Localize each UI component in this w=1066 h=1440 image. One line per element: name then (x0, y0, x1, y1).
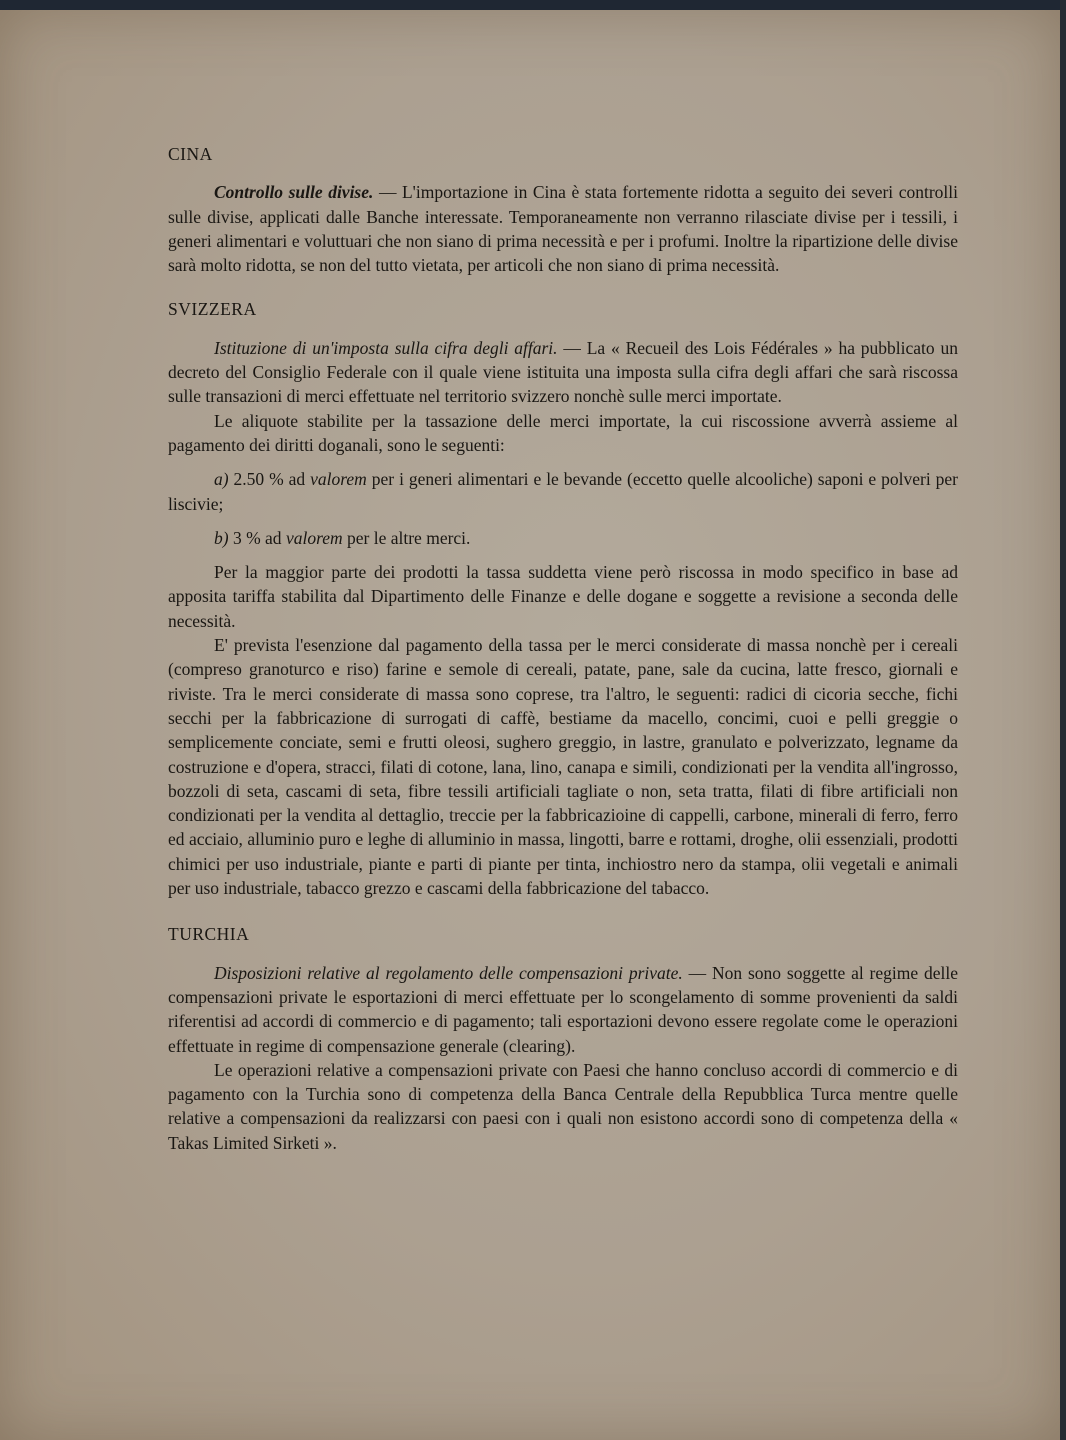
section-heading-turchia: TURCHIA (168, 924, 250, 945)
paragraph-lead: Disposizioni relative al regolamento delle compensazioni private. (214, 962, 683, 983)
paragraph-text: — L'importazione in Cina è stata fortemente ridotta a seguito dei severi controlli sulle divise, applicati dalle Banche interessate. Temporaneamente non verranno rilasciate divise per i tessili, i generi alimentari e voluttuari che non siano di prima necessità e per i profumi. Inoltre la ripartizione delle divise sarà molto ridotta, se non del tutto vietata, per articoli che non siano di prima necessità. (168, 182, 959, 276)
paragraph (168, 180, 958, 277)
list-item-label: a) (214, 469, 229, 490)
paragraph: Per la maggior parte dei prodotti la tassa suddetta viene però riscossa in modo specifico in base ad apposita tariffa stabilita dal Dipartimento delle Finanze e delle dogane e soggette a revisione a seconda delle necessità. (168, 562, 958, 631)
section-svizzera (168, 297, 958, 900)
list-item-text: 3 % ad (228, 527, 286, 548)
list-item-italic: valorem (285, 527, 343, 548)
list-item-b (168, 526, 958, 550)
paragraph: Le operazioni relative a compensazioni private con Paesi che hanno concluso accordi di commercio e di pagamento con la Turchia sono di competenza della Banca Centrale della Repubblica Turca mentre quelle relative a compensazioni da realizzarsi con paesi con i quali non esistono accordi sono di competenza della « Takas Limited Sirketi ». (168, 1059, 958, 1153)
paragraph-lead: Controllo sulle divise. (214, 182, 374, 203)
paragraph-text: — La « Recueil des Lois Fédérales » ha pubblicato un decreto del Consiglio Federale con il quale viene istituita una imposta sulla cifra degli affari che sarà riscossa sulle transazioni di merci effettuate nel territorio svizzero nonchè sulle merci importate. (168, 337, 958, 407)
section-heading-cina: CINA (168, 144, 213, 164)
section-heading-svizzera: SVIZZERA (168, 299, 257, 320)
paragraph-lead: Istituzione di un'imposta sulla cifra degli affari. (214, 337, 558, 358)
page-right-edge (1060, 0, 1066, 1440)
list-item-text: per i generi alimentari e le bevande (eccetto quelle alcooliche) saponi e polveri per liscivie; (168, 469, 958, 514)
section-cina (168, 142, 958, 277)
list-item-italic: valorem (310, 469, 367, 490)
paragraph: E' prevista l'esenzione dal pagamento della tassa per le merci considerate di massa nonchè per i cereali (compreso granoturco e riso) farine e semole di cereali, patate, pane, sale da cucina, latte fresco, giornali e riviste. Tra le merci considerate di massa sono coprese, tra l'altro, le seguenti: radici di cicoria secche, fichi secchi per la fabbricazione di surrogati di caffè, bestiame da macello, concimi, cuoi e pelli greggie o semplicemente conciate, semi e frutti oleosi, sughero greggio, in lastre, granulato e polverizzato, legname da costruzione e d'opera, stracci, filati di cotone, lana, lino, canapa e simili, condizionati per la vendita all'ingrosso, bozzoli di seta, cascami di seta, fibre tessili artificiali tagliate o non, seta tratta, filati di fibre artificiali non condizionati per la vendita al dettaglio, treccie per la fabbricazioine di cappelli, carbone, minerali di ferro, ferro ed acciaio, alluminio puro e leghe di alluminio in massa, lingotti, barre e rottami, droghe, olii essenziali, prodotti chimici per uso industriale, piante e parti di piante per tinta, inchiostro nero da stampa, olii vegetali e animali per uso industriale, tabacco grezzo e cascami della fabbricazione del tabacco. (168, 635, 958, 899)
scanned-page (0, 10, 1060, 1440)
list-item-label: b) (214, 527, 229, 548)
page-content (168, 134, 958, 1155)
list-item-text: 2.50 % ad (228, 469, 311, 490)
paragraph-text: — Non sono soggette al regime delle compensazioni private le esportazioni di merci effettuate per lo scongelamento di somme provenienti da saldi riferentisi ad accordi di commercio e di pagamento; tali esportazioni devono essere regolate come le operazioni effettuate in regime di compensazione generale (clearing). (168, 962, 958, 1056)
section-turchia (168, 922, 958, 1155)
list-item-a (168, 467, 958, 516)
paragraph (168, 336, 958, 409)
paragraph (168, 961, 958, 1058)
paragraph: Le aliquote stabilite per la tassazione delle merci importate, la cui riscossione avverrà assieme al pagamento dei diritti doganali, sono le seguenti: (168, 410, 958, 455)
list-item-text: per le altre merci. (342, 527, 471, 548)
